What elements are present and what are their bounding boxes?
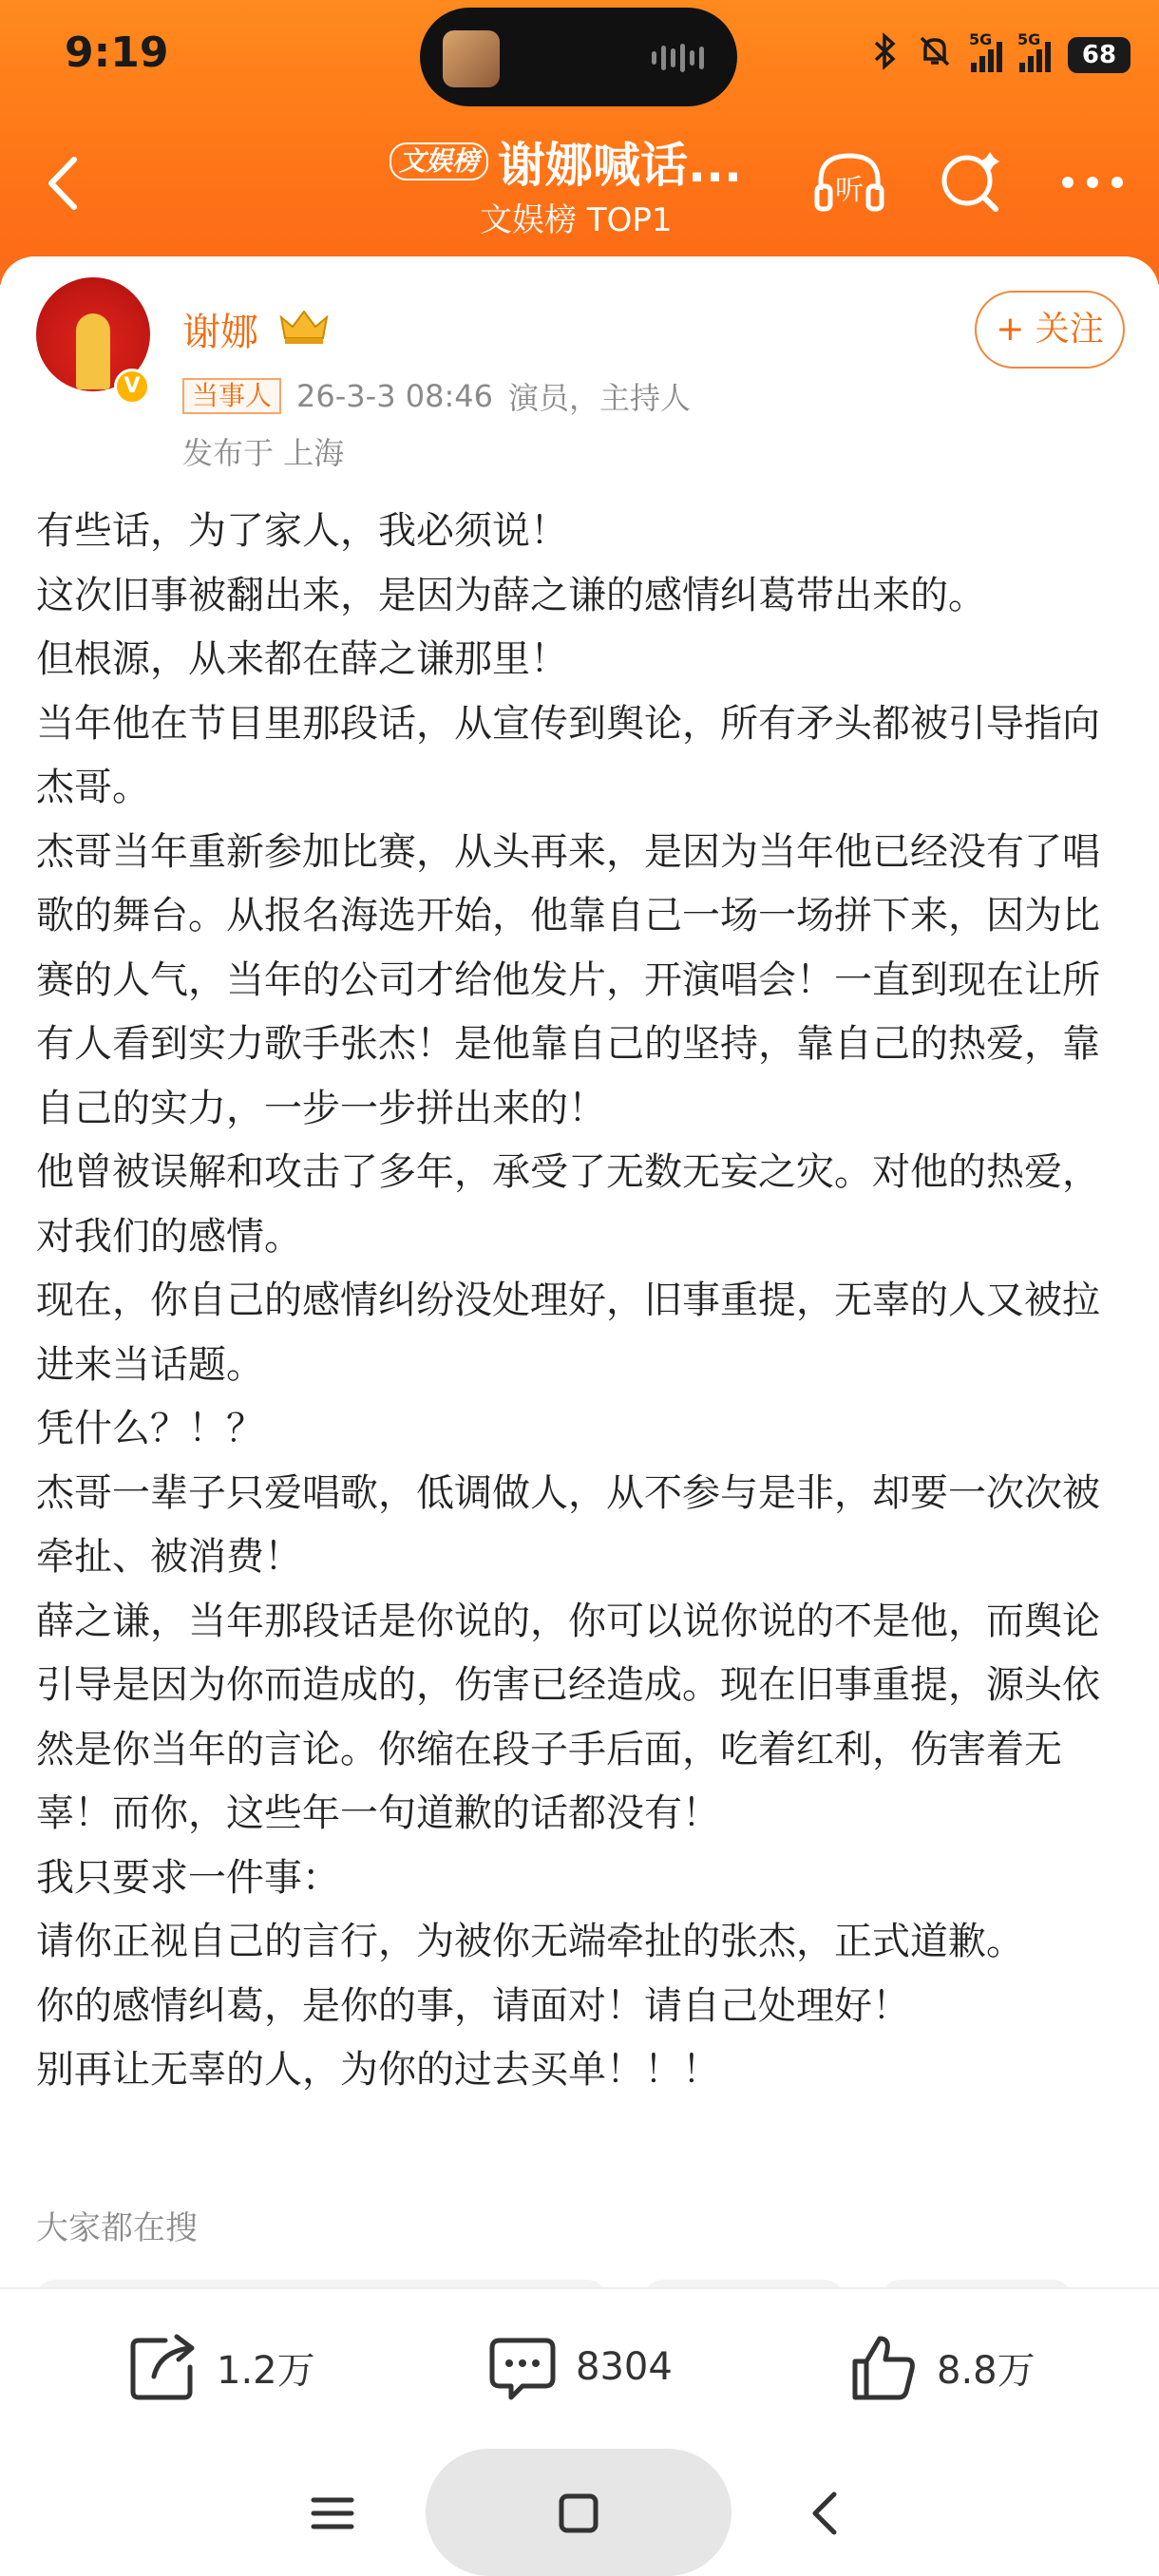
repost-icon: [127, 2331, 200, 2403]
search-icon: [931, 142, 1011, 222]
repost-count: 1.2万: [217, 2348, 315, 2393]
action-bar: [0, 2287, 1159, 2449]
post-paragraph: 你的感情纠葛，是你的事，请面对！请自己处理好！: [36, 1983, 910, 2028]
topic-title[interactable]: [390, 127, 788, 196]
post-paragraph: 但根源，从来都在薛之谦那里！: [36, 637, 568, 681]
media-thumbnail: [443, 30, 500, 87]
post-paragraph: 这次旧事被翻出来，是因为薛之谦的感情纠葛带出来的。: [36, 573, 986, 617]
post-paragraph: 现在，你自己的感情纠纷没处理好，旧事重提，无辜的人又被拉进来当话题。: [36, 1279, 1100, 1387]
post-paragraph: 薛之谦，当年那段话是你说的，你可以说你说的不是他，而舆论引导是因为你而造成的，伤害已经造成。现在旧事重提，源头依然是你当年的言论。你缩在段子手后面，吃着红利，伤害着无辜！而你，这些年一句道歉的话都没有！: [36, 1599, 1100, 1835]
battery-indicator: 68: [1068, 37, 1130, 73]
mute-bell-icon: [916, 32, 954, 79]
verified-badge-icon: V: [114, 369, 150, 405]
post-card: [0, 256, 1159, 2299]
status-time: 9:19: [65, 28, 169, 77]
more-button[interactable]: [1053, 142, 1132, 222]
signal-icon: 5G: [1019, 38, 1051, 72]
role-badge: 当事人: [182, 378, 281, 414]
system-nav-bar: [0, 2449, 1159, 2576]
dynamic-island[interactable]: [420, 8, 737, 106]
chevron-left-icon: [800, 2487, 853, 2540]
post-paragraph: 当年他在节目里那段话，从宣传到舆论，所有矛头都被引导指向杰哥。: [36, 701, 1100, 809]
post-meta: [182, 374, 691, 418]
post-paragraph: 有些话，为了家人，我必须说！: [36, 509, 568, 553]
status-bar: [0, 0, 1159, 114]
post-paragraph: 请你正视自己的言行，为被你无端牵扯的张杰，正式道歉。: [36, 1920, 1024, 1963]
post-paragraph: 别再让无辜的人，为你的过去买单！！！: [36, 2048, 720, 2092]
topic-badge: 文娱榜: [390, 142, 488, 180]
status-icons: [870, 28, 1130, 82]
menu-lines-icon: [306, 2487, 359, 2540]
thumbs-up-icon: [847, 2331, 920, 2403]
post-body: [36, 500, 1129, 2103]
post-paragraph: 凭什么？！？: [36, 1407, 264, 1450]
post-paragraph: 杰哥当年重新参加比赛，从头再来，是因为当年他已经没有了唱歌的舞台。从报名海选开始，他靠自己一场一场拼下来，因为比赛的人气，当年的公司才给他发片，开演唱会！一直到现在让所有人看到实力歌手张杰！是他靠自己的坚持，靠自己的热爱，靠自己的实力，一步一步拼出来的！: [36, 829, 1100, 1130]
comment-count: 8304: [576, 2345, 673, 2389]
home-button[interactable]: [426, 2449, 732, 2576]
post-paragraph: 他曾被误解和攻击了多年，承受了无数无妄之灾。对他的热爱，对我们的感情。: [36, 1150, 1100, 1259]
more-icon: [1053, 142, 1132, 222]
crown-icon: [276, 304, 332, 346]
home-square-icon: [552, 2487, 605, 2540]
avatar-figure: [76, 313, 110, 389]
like-button[interactable]: [847, 2329, 1036, 2405]
system-back-button[interactable]: [800, 2487, 853, 2540]
post-timestamp: 26-3-3 08:46: [296, 378, 493, 414]
repost-button[interactable]: [127, 2329, 315, 2405]
back-button[interactable]: [40, 150, 87, 217]
comment-button[interactable]: [486, 2329, 673, 2405]
signal-icon: 5G: [971, 38, 1002, 72]
search-button[interactable]: [931, 142, 1011, 222]
comment-icon: [486, 2331, 559, 2403]
audio-wave-icon: [652, 44, 705, 72]
top-nav: [0, 123, 1159, 247]
listen-label: 听: [835, 174, 864, 207]
page-title: 谢娜喊话...: [498, 138, 742, 193]
bluetooth-icon: [870, 32, 899, 79]
author-bio: 演员，主持人: [507, 380, 691, 416]
like-count: 8.8万: [937, 2348, 1036, 2393]
headphones-icon: [809, 142, 889, 222]
post-location: 发布于 上海: [182, 435, 345, 471]
post-paragraph: 杰哥一辈子只爱唱歌，低调做人，从不参与是非，却要一次次被牵扯、被消费！: [36, 1470, 1100, 1579]
app-header: [0, 0, 1159, 285]
chevron-left-icon: [40, 150, 87, 217]
listen-button[interactable]: [809, 142, 889, 222]
author-name[interactable]: 谢娜: [182, 311, 258, 354]
follow-button[interactable]: + 关注: [975, 291, 1125, 369]
post-paragraph: 我只要求一件事：: [36, 1855, 340, 1900]
recents-button[interactable]: [306, 2487, 359, 2540]
trending-search-label: 大家都在搜: [36, 2209, 198, 2247]
ranking-subtitle: 文娱榜 TOP1: [480, 201, 673, 239]
